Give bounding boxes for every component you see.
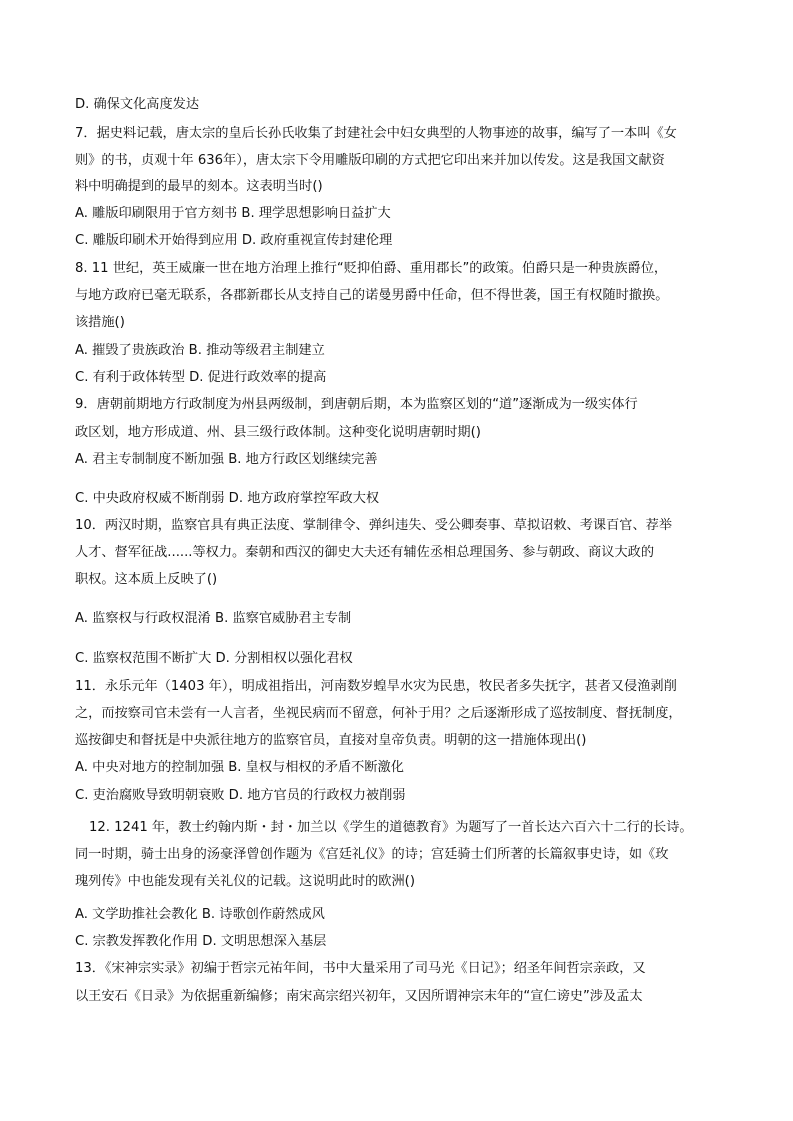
- option-line: C. 中央政府权威不断削弱 D. 地方政府掌控军政大权: [75, 491, 380, 506]
- text-line: D. 确保文化高度发达: [75, 97, 200, 112]
- option-line: A. 文学助推社会教化 B. 诗歌创作蔚然成风: [75, 907, 325, 922]
- text-line: 人才、督军征战......等权力。秦朝和西汉的御史大夫还有辅佐丞相总理国务、参与朝政、商议大政的: [75, 545, 655, 560]
- option-line: A. 君主专制制度不断加强 B. 地方行政区划继续完善: [75, 452, 378, 467]
- text-line: 以王安石《日录》为依据重新编修；南宋高宗绍兴初年，又因所谓神宗末年的“宣仁谤史”涉及孟太: [75, 989, 643, 1004]
- question-7-line: 7．据史料记载，唐太宗的皇后长孙氏收集了封建社会中妇女典型的人物事迹的故事，编写了一本叫《女: [75, 126, 677, 141]
- text-line: 该措施(): [75, 315, 125, 330]
- text-line: 同一时期，骑士出身的汤豪泽曾创作题为《宫廷礼仪》的诗；宫廷骑士们所著的长篇叙事史诗，如《玫: [75, 847, 669, 862]
- text-line: 料中明确提到的最早的刻本。这表明当时(): [75, 179, 323, 194]
- option-line: A. 监察权与行政权混淆 B. 监察官威胁君主专制: [75, 611, 352, 626]
- option-line: C. 监察权范围不断扩大 D. 分割相权以强化君权: [75, 651, 353, 666]
- option-line: C. 有利于政体转型 D. 促进行政效率的提高: [75, 370, 327, 385]
- question-8-line: 8. 11 世纪，英王威廉一世在地方治理上推行“贬抑伯爵、重用郡长”的政策。伯爵只是一种贵族爵位，: [75, 261, 668, 276]
- text-line: 与地方政府已毫无联系，各郡新郡长从支持自己的诺曼男爵中任命，但不得世袭，国王有权随时撤换。: [75, 288, 669, 303]
- option-line: A. 雕版印刷限用于官方刻书 B. 理学思想影响日益扩大: [75, 206, 391, 221]
- question-10-line: 10．两汉时期，监察官具有典正法度、掌制律令、弹纠违失、受公卿奏事、草拟诏敕、考课百官、荐举: [75, 518, 673, 533]
- text-line: 政区划，地方形成道、州、县三级行政体制。这种变化说明唐朝时期(): [75, 425, 481, 440]
- text-line: 瑰列传》中也能发现有关礼仪的记载。这说明此时的欧洲(): [75, 874, 415, 889]
- text-line: 则》的书，贞观十年 636年），唐太宗下令用雕版印刷的方式把它印出来并加以传发。这是我国文献资: [75, 153, 665, 168]
- text-line: 职权。这本质上反映了(): [75, 572, 218, 587]
- option-line: C. 雕版印刷术开始得到应用 D. 政府重视宣传封建伦理: [75, 233, 393, 248]
- question-13-line: 13．《宋神宗实录》初编于哲宗元祐年间，书中大量采用了司马光《日记》；绍圣年间哲宗亲政，又: [75, 961, 646, 976]
- question-12-line: 12. 1241 年，教士约翰内斯・封・加兰以《学生的道德教育》为题写了一首长达六百六十二行的长诗。: [89, 820, 693, 835]
- question-9-line: 9．唐朝前期地方行政制度为州县两级制，到唐朝后期，本为监察区划的“道”逐渐成为一级实体行: [75, 397, 638, 412]
- option-line: C. 宗教发挥教化作用 D. 文明思想深入基层: [75, 934, 327, 949]
- option-line: A. 中央对地方的控制加强 B. 皇权与相权的矛盾不断激化: [75, 760, 404, 775]
- option-line: A. 摧毁了贵族政治 B. 推动等级君主制建立: [75, 343, 325, 358]
- text-line: 之，而按察司官未尝有一人言者，坐视民病而不留意，何补于用？之后逐渐形成了巡按制度、督抚制度，: [75, 706, 682, 721]
- text-line: 巡按御史和督抚是中央派往地方的监察官员，直接对皇帝负责。明朝的这一措施体现出(): [75, 733, 587, 748]
- option-line: C. 吏治腐败导致明朝衰败 D. 地方官员的行政权力被削弱: [75, 788, 406, 803]
- question-11-line: 11．永乐元年（1403 年），明成祖指出，河南数岁蝗旱水灾为民患，牧民者多失抚字，甚者又侵渔剥削: [75, 679, 677, 694]
